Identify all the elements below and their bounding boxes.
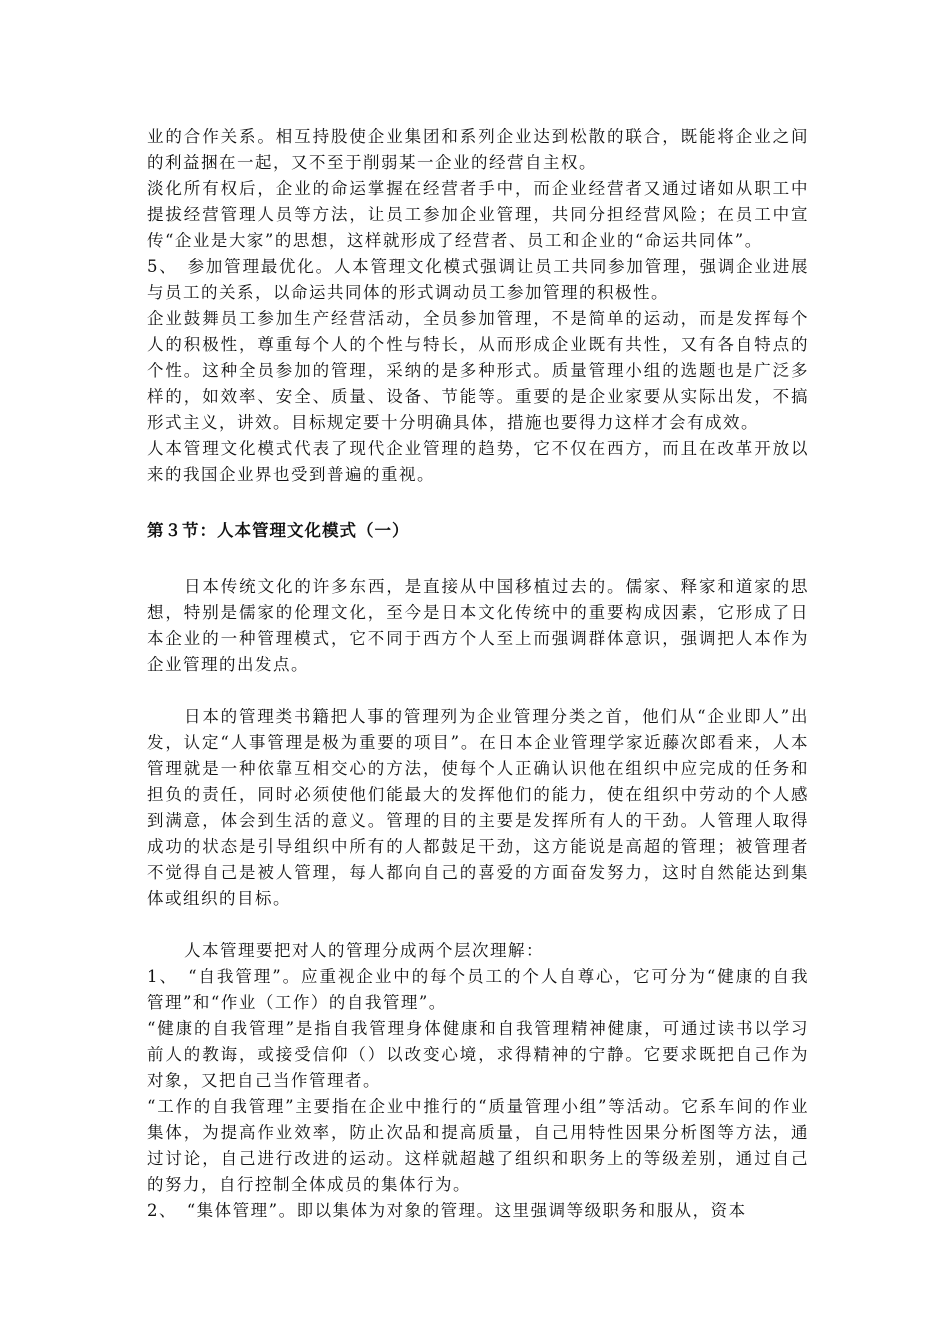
paragraph-cooperation: 业的合作关系。相互持股使企业集团和系列企业达到松散的联合，既能将企业之间的利益捆在一起，又不至于削弱某一企业的经营自主权。 — [147, 127, 809, 172]
paragraph-two-levels: 人本管理要把对人的管理分成两个层次理解： — [184, 941, 544, 960]
paragraph-ownership: 淡化所有权后，企业的命运掌握在经营者手中，而企业经营者又通过诸如从职工中提拔经营管理人员等方法，让员工参加企业管理，共同分担经营风险；在员工中宣传“企业是大家”的思想，这样就形成了经营者、员工和企业的“命运共同体”。 — [147, 179, 809, 250]
paragraph-gap — [147, 912, 809, 938]
paragraph-health-self-management: “健康的自我管理”是指自我管理身体健康和自我管理精神健康，可通过读书以学习前人的教诲，或接受信仰（）以改变心境，求得精神的宁静。它要求既把自己作为对象，又把自己当作管理者。 — [147, 1019, 809, 1090]
section-heading: 第３节：人本管理文化模式（一） — [147, 521, 410, 540]
paragraph-participation: 5、 参加管理最优化。人本管理文化模式强调让员工共同参加管理，强调企业进展与员工的关系，以命运共同体的形式调动员工参加管理的积极性。 — [147, 257, 809, 302]
list-item-self-management: 1、 “自我管理”。应重视企业中的每个员工的个人自尊心，它可分为“健康的自我管理”和“作业（工作）的自我管理”。 — [147, 967, 809, 1012]
list-item-collective-management: 2、 “集体管理”。即以集体为对象的管理。这里强调等级职务和服从，资本 — [147, 1201, 747, 1220]
paragraph-japanese-culture: 日本传统文化的许多东西，是直接从中国移植过去的。儒家、释家和道家的思想，特别是儒家的伦理文化，至今是日本文化传统中的重要构成因素，它形成了日本企业的一种管理模式，它不同于西方个人至上而强调群体意识，强调把人本作为企业管理的出发点。 — [147, 577, 809, 674]
paragraph-employee-engagement: 企业鼓舞员工参加生产经营活动，全员参加管理，不是简单的运动，而是发挥每个人的积极性，尊重每个人的个性与特长，从而形成企业既有共性，又有各自特点的个性。这种全员参加的管理，采纳的是多种形式。质量管理小组的选题也是广泛多样的，如效率、安全、质量、设备、节能等。重要的是企业家要从实际出发，不搞形式主义，讲效。目标规定要十分明确具体，措施也要得力这样才会有成效。 — [147, 309, 809, 432]
document-page — [147, 124, 809, 1224]
paragraph-personnel-management: 日本的管理类书籍把人事的管理列为企业管理分类之首，他们从“企业即人”出发，认定“人事管理是极为重要的项目”。在日本企业管理学家近藤次郎看来，人本管理就是一种依靠互相交心的方法，使每个人正确认识他在组织中应完成的任务和担负的责任，同时必须使他们能最大的发挥他们的能力，使在组织中劳动的个人感到满意，体会到生活的意义。管理的目的主要是发挥所有人的干劲。人管理人取得成功的状态是引导组织中所有的人都鼓足干劲，这方能说是高超的管理；被管理者不觉得自己是被人管理，每人都向自己的喜爱的方面奋发努力，这时自然能达到集体或组织的目标。 — [147, 707, 809, 908]
paragraph-trend: 人本管理文化模式代表了现代企业管理的趋势，它不仅在西方，而且在改革开放以来的我国企业界也受到普遍的重视。 — [147, 439, 809, 484]
paragraph-work-self-management: “工作的自我管理”主要指在企业中推行的“质量管理小组”等活动。它系车间的作业集体，为提高作业效率，防止次品和提高质量，自己用特性因果分析图等方法，通过讨论，自己进行改进的运动。这样就超越了组织和职务上的等级差别，通过自己的努力，自行控制全体成员的集体行为。 — [147, 1097, 809, 1194]
paragraph-gap — [147, 678, 809, 704]
